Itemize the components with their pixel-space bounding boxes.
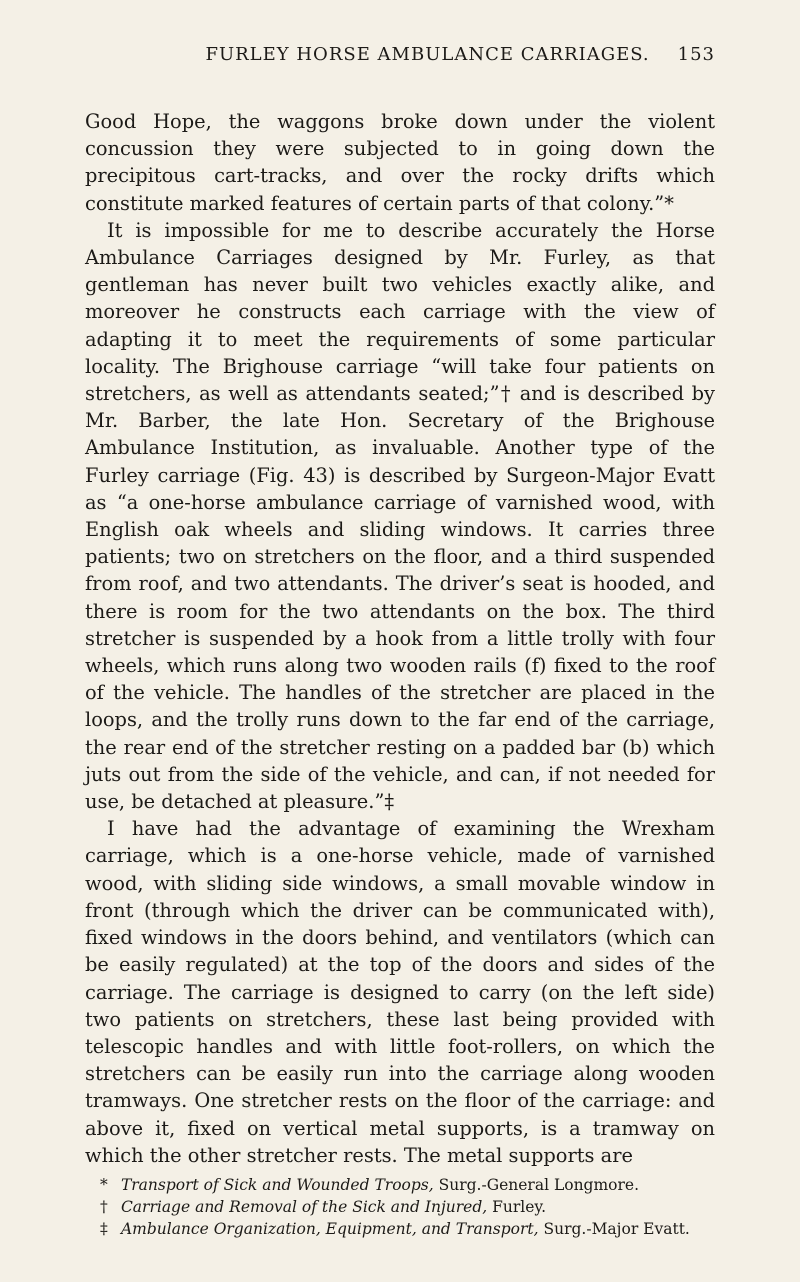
running-head bbox=[85, 44, 715, 65]
paragraph-2: It is impossible for me to describe accurately the Horse Ambulance Carriages designed by Mr. Furley, as that gentleman has never built two vehicles exactly alike, and moreover he constructs each carriage with the view of adapting it to meet the requirements of some particular locality. The Brighouse carriage “will take four patients on stretchers, as well as attendants seated;”† and is described by Mr. Barber, the late Hon. Secretary of the Brighouse Ambulance Institution, as invaluable. Another type of the Furley carriage (Fig. 43) is described by Surgeon-Major Evatt as “a one-horse ambulance carriage of varnished wood, with English oak wheels and sliding windows. It carries three patients; two on stretchers on the floor, and a third suspended from roof, and two attendants. The driver’s seat is hooded, and there is room for the two attendants on the box. The third stretcher is suspended by a hook from a little trolly with four wheels, which runs along two wooden rails (f) fixed to the roof of the vehicle. The handles of the stretcher are placed in the loops, and the trolly runs down to the far end of the carriage, the rear end of the stretcher resting on a padded bar (b) which juts out from the side of the vehicle, and can, if not needed for use, be detached at pleasure.”‡ bbox=[85, 218, 715, 814]
footnote-mark: ‡ bbox=[100, 1220, 108, 1238]
footnote bbox=[100, 1218, 715, 1240]
footnote-mark: † bbox=[100, 1198, 108, 1216]
paragraph-3: I have had the advantage of examining the Wrexham carriage, which is a one-horse vehicle, made of varnished wood, with sliding side windows, a small movable window in front (through which the driver can be communicated with), fixed windows in the doors behind, and ventilators (which can be easily regulated) at the top of the doors and sides of the carriage. The carriage is designed to carry (on the left side) two patients on stretchers, these last being provided with telescopic handles and with little foot-rollers, on which the stretchers can be easily run into the carriage along wooden tramways. One stretcher rests on the floor of the carriage: and above it, fixed on vertical metal supports, is a tramway on which the other stretcher rests. The metal supports are bbox=[85, 817, 715, 1167]
footnote-title: Transport of Sick and Wounded Troops, bbox=[120, 1176, 434, 1194]
footnote bbox=[100, 1196, 715, 1218]
paragraph-1: Good Hope, the waggons broke down under the violent concussion they were subjected to in going down the precipitous cart-tracks, and over the rocky drifts which constitute marked features of certain parts of that colony.”* bbox=[85, 110, 715, 215]
footnote-title: Carriage and Removal of the Sick and Injured, bbox=[120, 1198, 488, 1216]
footnote-author: Surg.-Major Evatt. bbox=[543, 1220, 690, 1238]
footnote-author: Furley. bbox=[492, 1198, 547, 1216]
page-number: 153 bbox=[677, 44, 715, 65]
footnote-author: Surg.-General Longmore. bbox=[438, 1176, 640, 1194]
footnotes bbox=[100, 1174, 715, 1240]
running-title: FURLEY HORSE AMBULANCE CARRIAGES. bbox=[205, 44, 650, 65]
footnote-title: Ambulance Organization, Equipment, and Transport, bbox=[120, 1220, 539, 1238]
footnote-mark: * bbox=[100, 1176, 108, 1194]
footnote bbox=[100, 1174, 715, 1196]
body-text bbox=[85, 108, 715, 1169]
